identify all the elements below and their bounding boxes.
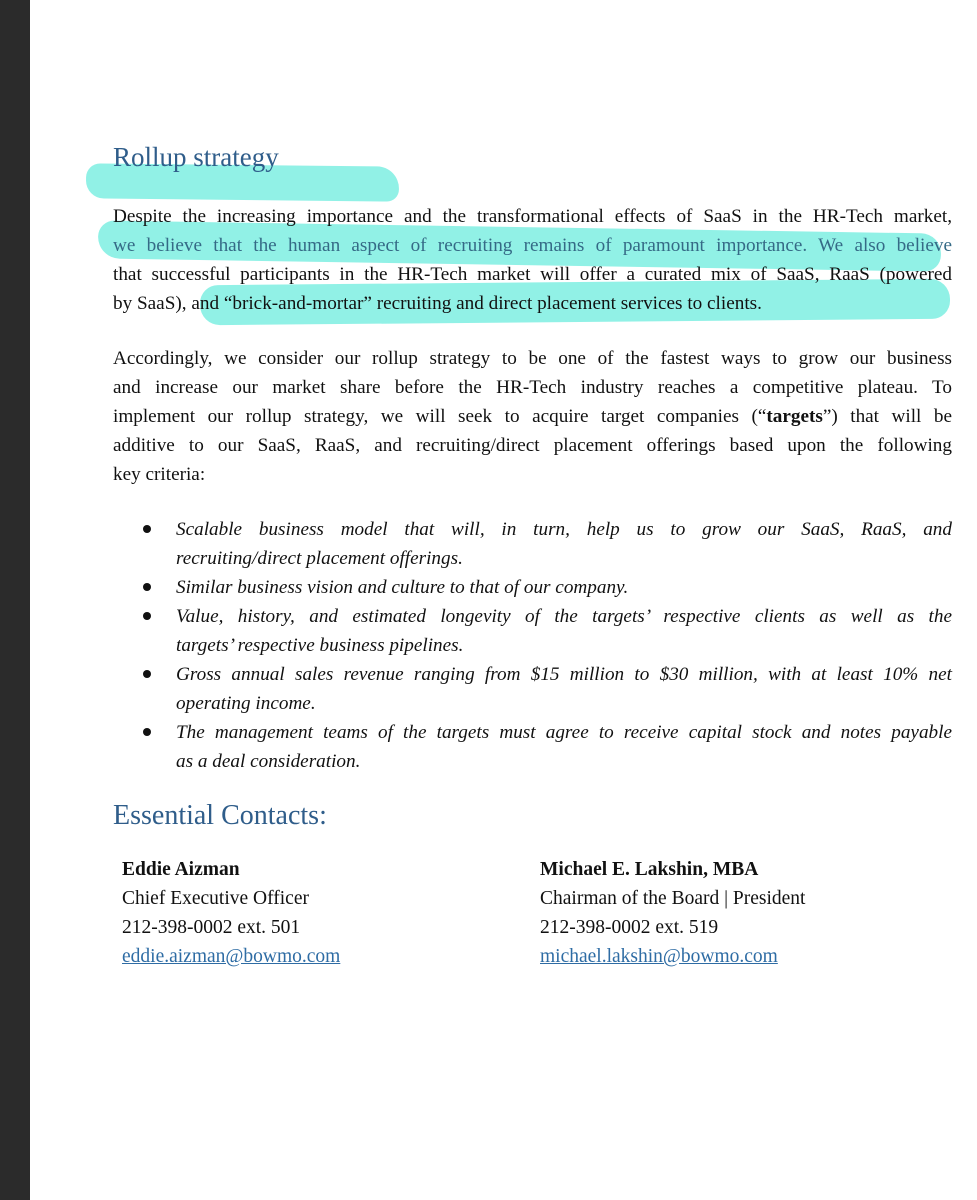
list-item-line: The management teams of the targets must agree to receive capital stock and notes payable bbox=[176, 722, 952, 743]
list-item-line: recruiting/direct placement offerings. bbox=[176, 548, 463, 569]
paragraph-line: that successful participants in the HR-Tech market will offer a curated mix of SaaS, RaaS (powered bbox=[113, 264, 952, 285]
list-item-line: as a deal consideration. bbox=[176, 751, 361, 772]
document-page bbox=[30, 0, 977, 1200]
bullet-icon bbox=[143, 525, 151, 533]
paragraph-text: implement our rollup strategy, we will seek to acquire target companies (“ bbox=[113, 406, 767, 427]
contact-phone: 212-398-0002 ext. 501 bbox=[122, 917, 301, 938]
paragraph-line: Despite the increasing importance and the transformational effects of SaaS in the HR-Tech market, bbox=[113, 206, 952, 227]
list-item-line: targets’ respective business pipelines. bbox=[176, 635, 464, 656]
list-item bbox=[140, 718, 952, 776]
paragraph-line: key criteria: bbox=[113, 464, 206, 485]
paragraph-text: ”) that will be bbox=[822, 406, 952, 427]
list-item-line: Value, history, and estimated longevity of the targets’ respective clients as well as the bbox=[176, 606, 952, 627]
paragraph-line bbox=[113, 402, 952, 431]
essential-contacts-heading: Essential Contacts: bbox=[113, 800, 327, 831]
contact-phone: 212-398-0002 ext. 519 bbox=[540, 917, 719, 938]
list-item bbox=[140, 660, 952, 718]
contact-title: Chief Executive Officer bbox=[122, 888, 309, 909]
list-item-line: Scalable business model that will, in turn, help us to grow our SaaS, RaaS, and bbox=[176, 519, 952, 540]
contact-email-link[interactable]: michael.lakshin@bowmo.com bbox=[540, 946, 778, 967]
list-item bbox=[140, 515, 952, 573]
contact-name: Michael E. Lakshin, MBA bbox=[540, 859, 759, 880]
contact-card-chairman bbox=[540, 855, 805, 971]
rollup-strategy-heading: Rollup strategy bbox=[113, 142, 279, 172]
rollup-paragraph-2 bbox=[113, 344, 952, 489]
bullet-icon bbox=[143, 583, 151, 591]
key-criteria-list bbox=[140, 515, 952, 776]
list-item bbox=[140, 573, 952, 602]
paragraph-line: by SaaS), and “brick-and-mortar” recruiting and direct placement services to clients. bbox=[113, 293, 762, 314]
contact-title: Chairman of the Board | President bbox=[540, 888, 806, 909]
paragraph-line: and increase our market share before the HR-Tech industry reaches a competitive plateau. To bbox=[113, 377, 952, 398]
contact-email-link[interactable]: eddie.aizman@bowmo.com bbox=[122, 946, 341, 967]
rollup-paragraph-1 bbox=[113, 202, 952, 318]
bullet-icon bbox=[143, 670, 151, 678]
paragraph-line: we believe that the human aspect of recruiting remains of paramount importance. We also believe bbox=[113, 235, 952, 256]
list-item-line: Gross annual sales revenue ranging from $15 million to $30 million, with at least 10% net bbox=[176, 664, 952, 685]
targets-term: targets bbox=[766, 406, 823, 427]
bullet-icon bbox=[143, 728, 151, 736]
paragraph-line: additive to our SaaS, RaaS, and recruiting/direct placement offerings based upon the following bbox=[113, 435, 952, 456]
paragraph-line: Accordingly, we consider our rollup strategy to be one of the fastest ways to grow our business bbox=[113, 348, 952, 369]
left-margin-bar bbox=[0, 0, 30, 1200]
list-item bbox=[140, 602, 952, 660]
bullet-icon bbox=[143, 612, 151, 620]
list-item-line: operating income. bbox=[176, 693, 316, 714]
list-item-line: Similar business vision and culture to that of our company. bbox=[176, 577, 629, 598]
contact-card-ceo bbox=[122, 855, 340, 971]
contact-name: Eddie Aizman bbox=[122, 859, 240, 880]
